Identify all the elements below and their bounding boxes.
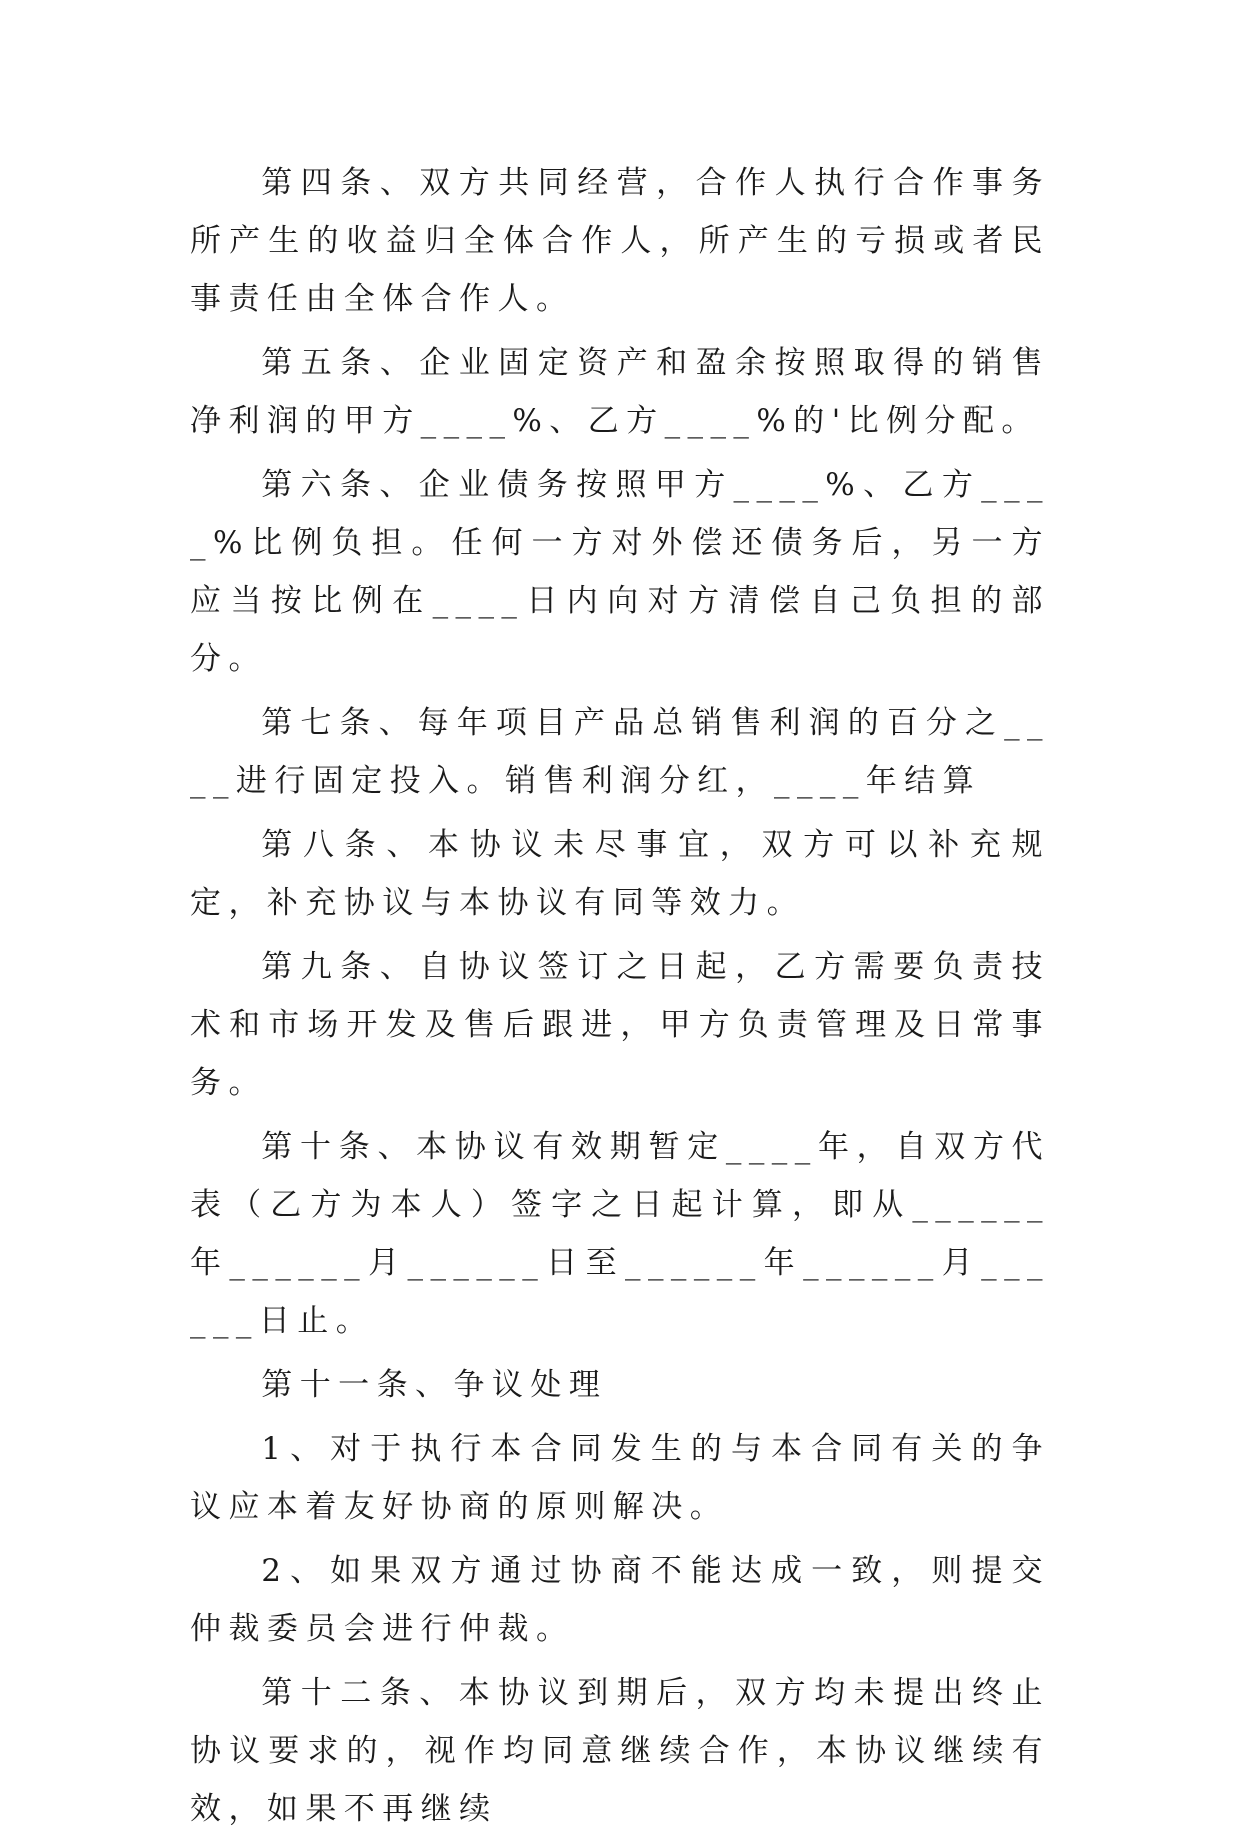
article-5-paragraph: 第五条、企业固定资产和盈余按照取得的销售净利润的甲方____%、乙方____%的'比例分配。	[190, 345, 1050, 439]
article-4-paragraph: 第四条、双方共同经营，合作人执行合作事务所产生的收益归全体合作人，所产生的亏损或者民事责任由全体合作人。	[190, 165, 1050, 317]
article-11-item-1: 1、对于执行本合同发生的与本合同有关的争议应本着友好协商的原则解决。	[190, 1431, 1050, 1525]
article-7-paragraph: 第七条、每年项目产品总销售利润的百分之____进行固定投入。销售利润分红，____年结算	[190, 705, 1050, 799]
article-11-item-2: 2、如果双方通过协商不能达成一致，则提交仲裁委员会进行仲裁。	[190, 1553, 1050, 1647]
article-11-heading: 第十一条、争议处理	[261, 1367, 608, 1403]
article-10-paragraph: 第十条、本协议有效期暂定____年，自双方代表（乙方为本人）签字之日起计算，即从______年______月______日至______年______月______日止。	[190, 1129, 1050, 1339]
article-8-paragraph: 第八条、本协议未尽事宜，双方可以补充规定，补充协议与本协议有同等效力。	[190, 827, 1050, 921]
article-6-paragraph: 第六条、企业债务按照甲方____%、乙方____%比例负担。任何一方对外偿还债务后，另一方应当按比例在____日内向对方清偿自己负担的部分。	[190, 467, 1050, 677]
article-12-paragraph: 第十二条、本协议到期后，双方均未提出终止协议要求的，视作均同意继续合作，本协议继续有效，如果不再继续	[190, 1675, 1050, 1827]
article-9-paragraph: 第九条、自协议签订之日起，乙方需要负责技术和市场开发及售后跟进，甲方负责管理及日常事务。	[190, 949, 1050, 1101]
document-body	[190, 154, 1050, 1844]
